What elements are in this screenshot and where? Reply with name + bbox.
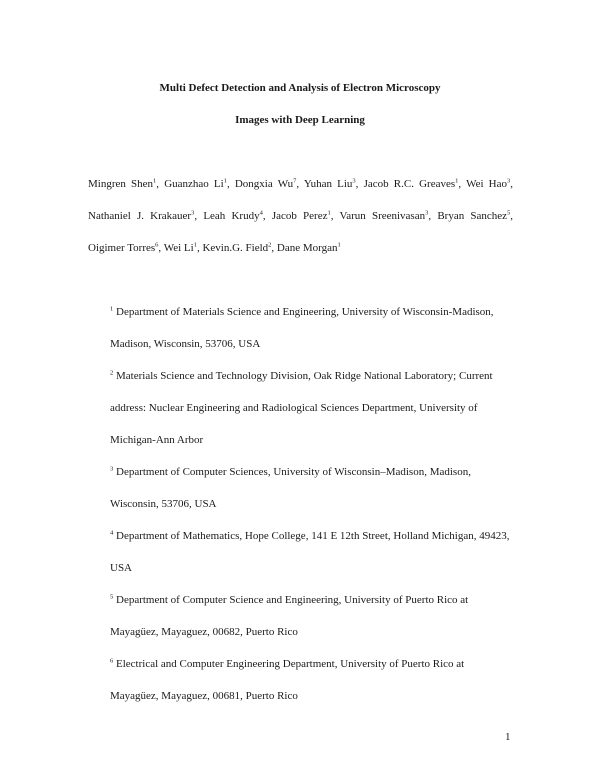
- author: Mingren Shen$^1$,: [88, 177, 160, 190]
- author-name: Jacob R.C. Greaves: [363, 178, 456, 190]
- author-name: Yuhan Liu: [303, 178, 353, 190]
- affiliation-number: 4: [110, 529, 114, 537]
- author-name: Varun Sreenivasan: [339, 210, 426, 222]
- author-affiliation-marker: 1: [153, 177, 157, 185]
- paper-title-line-2: Images with Deep Learning: [235, 114, 365, 126]
- author: Dongxia Wu$^7$,: [234, 177, 300, 190]
- author-affiliation-marker: 3: [425, 209, 429, 217]
- author-affiliation-marker: 5: [507, 209, 511, 217]
- author-affiliation-marker: 1: [327, 209, 331, 217]
- author-affiliation-marker: 3: [191, 209, 195, 217]
- author: Guanzhao Li$^1$,: [164, 177, 230, 190]
- author: Oigimer Torres$^6$,: [88, 241, 162, 254]
- author-affiliation-marker: 3: [352, 177, 356, 185]
- affiliation-4: [110, 520, 510, 584]
- author-name: Oigimer Torres: [88, 242, 156, 254]
- affiliation-1: [110, 296, 510, 360]
- affiliation-number: 2: [110, 369, 114, 377]
- affiliation-2: [110, 360, 510, 456]
- affiliation-text: Department of Mathematics, Hope College, 141 E 12th Street, Holland Michigan, 49423, USA: [110, 530, 510, 574]
- author: Jacob Perez$^1$,: [271, 209, 334, 222]
- author-affiliation-marker: 6: [155, 241, 159, 249]
- author-name: Dongxia Wu: [234, 178, 294, 190]
- author-affiliation-marker: 1: [193, 241, 197, 249]
- affiliation-text: Electrical and Computer Engineering Department, University of Puerto Rico at Mayagüez, Mayaguez, 00681, Puerto Rico: [110, 658, 465, 702]
- affiliation-number: 3: [110, 465, 114, 473]
- author-name: Leah Krudy: [203, 210, 260, 222]
- author: Yuhan Liu$^3$,: [303, 177, 359, 190]
- author-affiliation-marker: 1: [337, 241, 341, 249]
- author: Kevin.G. Field$^2$,: [202, 241, 275, 254]
- author: [277, 242, 341, 254]
- author-list: [88, 168, 513, 264]
- author-name: Guanzhao Li: [164, 178, 224, 190]
- author-name: Jacob Perez: [271, 210, 328, 222]
- author-affiliation-marker: 3: [507, 177, 511, 185]
- author-affiliation-marker: 1: [223, 177, 227, 185]
- author: Jacob R.C. Greaves$^1$,: [363, 177, 462, 190]
- affiliation-5: [110, 584, 510, 648]
- paper-title-line-1: Multi Defect Detection and Analysis of Electron Microscopy: [159, 82, 441, 94]
- affiliation-number: 6: [110, 657, 114, 665]
- author: Bryan Sanchez$^5$,: [437, 209, 514, 222]
- page-number: 1: [505, 731, 511, 743]
- author-name: Kevin.G. Field: [202, 242, 269, 254]
- author: Nathaniel J. Krakauer$^3$,: [88, 209, 198, 222]
- author-affiliation-marker: 1: [455, 177, 459, 185]
- author-name: Wei Li: [163, 242, 194, 254]
- affiliation-text: Department of Materials Science and Engineering, University of Wisconsin-Madison, Madison, Wisconsin, 53706, USA: [110, 306, 494, 350]
- author: Wei Li$^1$,: [163, 241, 200, 254]
- affiliation-3: [110, 456, 510, 520]
- author: Wei Hao$^3$,: [466, 177, 513, 190]
- author-affiliation-marker: 4: [259, 209, 263, 217]
- author: Leah Krudy$^4$,: [203, 209, 266, 222]
- author-affiliation-marker: 7: [293, 177, 297, 185]
- author-name: Nathaniel J. Krakauer: [88, 210, 192, 222]
- author: Varun Sreenivasan$^3$,: [339, 209, 432, 222]
- affiliation-text: Department of Computer Science and Engineering, University of Puerto Rico at Mayagüez, Mayaguez, 00682, Puerto Rico: [110, 594, 469, 638]
- author-name: Wei Hao: [466, 178, 507, 190]
- author-name: Mingren Shen: [88, 178, 154, 190]
- author-name: Bryan Sanchez: [437, 210, 508, 222]
- author-name: Dane Morgan: [276, 242, 338, 254]
- affiliation-number: 1: [110, 305, 114, 313]
- affiliation-text: Materials Science and Technology Division, Oak Ridge National Laboratory; Current address: Nuclear Engineering and Radiological Sciences Department, University of Michigan-Ann Arbor: [110, 370, 493, 446]
- affiliation-6: [110, 648, 510, 712]
- affiliation-text: Department of Computer Sciences, University of Wisconsin–Madison, Madison, Wisconsin, 53706, USA: [110, 466, 471, 510]
- affiliation-number: 5: [110, 593, 114, 601]
- author-affiliation-marker: 2: [268, 241, 272, 249]
